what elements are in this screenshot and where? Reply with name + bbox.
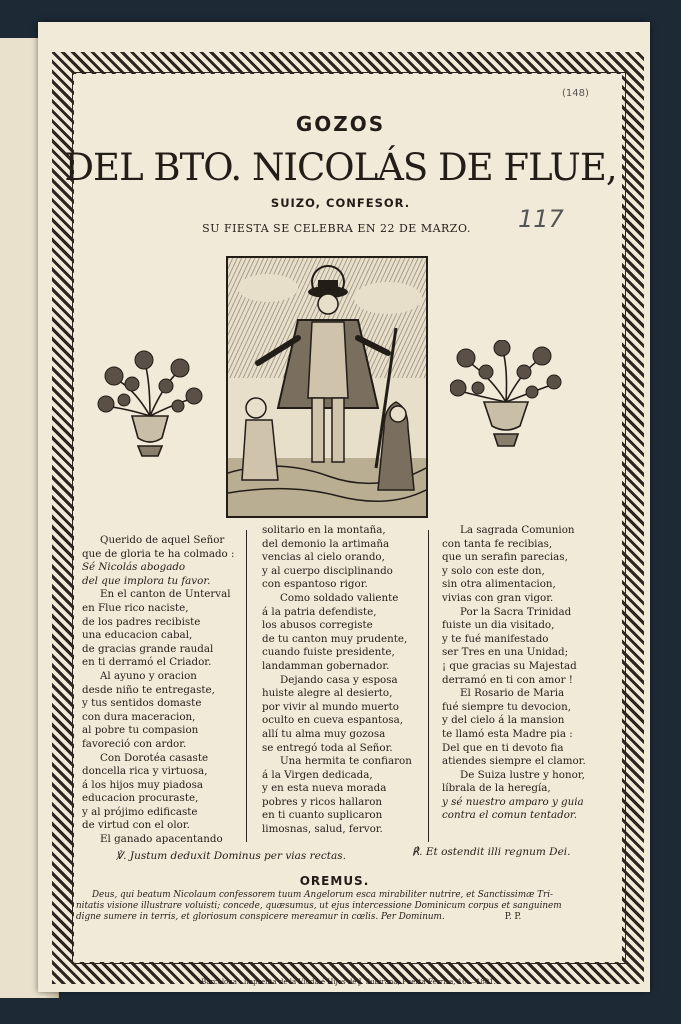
verse-line: fuiste un dia visitado, [442, 619, 555, 632]
verse-line: El Rosario de Maria [460, 687, 565, 700]
verse-line: por vivir al mundo muerto [262, 700, 399, 713]
verse-line: solitario en la montaña, [262, 524, 386, 536]
pencil-number: 117 [518, 205, 564, 233]
title-small: GOZOS [295, 112, 386, 136]
prayer-line-2: nitatis visione illustrare voluisti; concede, quæsumus, ut ejus intercessione Dominicum corpus et sanguinem [76, 901, 562, 911]
verse-line: los abusos corregiste [262, 619, 373, 632]
verse-line: Una hermita te confiaron [280, 755, 412, 768]
verse-line: huiste alegre al desierto, [262, 687, 393, 700]
verse-line: allí tu alma muy gozosa [262, 727, 386, 740]
verse-line: y sé nuestro amparo y guia [442, 795, 584, 808]
verse-line: se entregó toda al Señor. [262, 741, 393, 754]
woodcut-illustration [226, 256, 428, 518]
versicle-right: ℟. Et ostendit illi regnum Dei. [412, 846, 571, 858]
verse-line: educacion procuraste, [82, 792, 199, 805]
verse-line: y tus sentidos domaste [82, 697, 202, 710]
column-rule-2 [428, 530, 429, 842]
verse-line: derramó en ti con amor ! [442, 673, 573, 686]
prayer-line-1: Deus, qui beatum Nicolaum confessorem tuum Angelorum esca mirabiliter nutrire, et Sanctissimæ Tri- [92, 890, 554, 900]
verse-line: Al ayuno y oracion [100, 669, 197, 682]
verse-line: te llamó esta Madre pia : [442, 727, 573, 740]
verse-line: de tu canton muy prudente, [262, 632, 408, 645]
verse-line: de los padres recibiste [82, 615, 201, 628]
verse-line: del que implora tu favor. [82, 574, 211, 587]
verse-line: Con Dorotéa casaste [100, 751, 209, 764]
verse-line: del demonio la artimaña [262, 537, 390, 550]
verse-line: y al cuerpo disciplinando [262, 564, 393, 577]
title-main: DEL BTO. NICOLÁS DE FLUE, [64, 146, 617, 189]
verse-line: y al prójimo edificaste [82, 805, 198, 818]
verse-line: Dejando casa y esposa [280, 673, 398, 686]
verse-line: pobres y ricos hallaron [262, 795, 383, 808]
verse-line: contra el comun tentador. [442, 809, 577, 822]
oremus-heading: OREMUS. [299, 874, 370, 888]
versicle-left: ℣. Justum deduxit Dominus per vias rectas. [116, 850, 346, 862]
verse-line: cuando fuiste presidente, [262, 646, 395, 659]
verse-line: vivias con gran vigor. [442, 591, 554, 604]
verses-column-right [442, 524, 586, 823]
verse-line: de virtud con el olor. [82, 819, 190, 832]
verse-line: á los hijos muy piadosa [82, 778, 204, 791]
verse-line: Por la Sacra Trinidad [460, 605, 572, 618]
verse-line: que un serafin parecias, [442, 551, 568, 564]
verse-line: en Flue rico naciste, [82, 601, 189, 614]
initials: P. P. [504, 912, 522, 922]
verse-line: líbrala de la heregía, [442, 782, 551, 795]
verse-line: y en esta nueva morada [262, 782, 387, 795]
feast-line: SU FIESTA SE CELEBRA EN 22 DE MARZO. [202, 222, 471, 235]
verse-line: atiendes siempre el clamor. [442, 755, 586, 768]
verse-line: con tanta fe recibias, [442, 537, 553, 550]
prayer-line-3: digne sumere in terris, et gloriosum conspicere mereamur in cœlis. Per Dominum. [76, 912, 445, 922]
verse-line: y solo con este don, [442, 564, 545, 577]
verses-column-middle [262, 524, 412, 837]
verses-column-left [82, 534, 235, 847]
verse-line: en ti cuanto suplicaron [262, 809, 383, 822]
verse-line: favoreció con ardor. [82, 737, 187, 750]
imprint: Barcelona : Imprenta de la Viuda é Hijos de J. Subirana, Puerta Ferrisa, 16.—1881. [201, 978, 496, 986]
verse-line: vencias al cielo orando, [262, 551, 385, 564]
prayer-line-3-row [76, 912, 606, 923]
verse-line: con dura maceracion, [82, 710, 196, 723]
saint-figure-icon [228, 258, 426, 516]
verse-line: con espantoso rigor. [262, 578, 368, 591]
verse-line: desde niño te entregaste, [82, 683, 215, 696]
verse-line: En el canton de Unterval [100, 588, 231, 601]
verse-line: La sagrada Comunion [460, 524, 575, 536]
verse-line: una educacion cabal, [82, 629, 193, 642]
verse-line: Querido de aquel Señor [100, 534, 225, 546]
verse-line: ¡ que gracias su Majestad [442, 659, 577, 672]
verse-line: y te fué manifestado [442, 632, 549, 645]
flower-vase-right-icon [450, 340, 562, 452]
subtitle: SUIZO, CONFESOR. [270, 196, 411, 210]
verse-line: Como soldado valiente [280, 591, 399, 604]
verse-line: doncella rica y virtuosa, [82, 765, 208, 778]
verse-line: limosnas, salud, fervor. [262, 823, 383, 836]
flower-vase-left-icon [94, 348, 206, 460]
verse-line: ser Tres en una Unidad; [442, 646, 569, 659]
verse-line: á la Virgen dedicada, [262, 768, 373, 781]
verse-line: El ganado apacentando [100, 833, 223, 846]
column-rule-1 [246, 530, 247, 842]
verse-line: oculto en cueva espantosa, [262, 714, 403, 727]
verse-line: al pobre tu compasion [82, 724, 199, 737]
verse-line: Del que en ti devoto fia [442, 741, 564, 754]
verse-line: De Suiza lustre y honor, [460, 768, 585, 781]
prayer-text [76, 890, 606, 923]
verse-line: fué siempre tu devocion, [442, 700, 572, 713]
verse-line: en ti derramó el Criador. [82, 656, 212, 669]
verse-line: y del cielo á la mansion [442, 714, 565, 727]
verse-line: sin otra alimentacion, [442, 578, 556, 591]
verse-line: que de gloria te ha colmado : [82, 547, 235, 560]
verse-line: á la patria defendiste, [262, 605, 377, 618]
pencil-folio: (148) [562, 88, 589, 99]
verse-line: Sé Nicolás abogado [82, 561, 186, 574]
verse-line: de gracias grande raudal [82, 642, 214, 655]
verse-line: landamman gobernador. [262, 659, 390, 672]
